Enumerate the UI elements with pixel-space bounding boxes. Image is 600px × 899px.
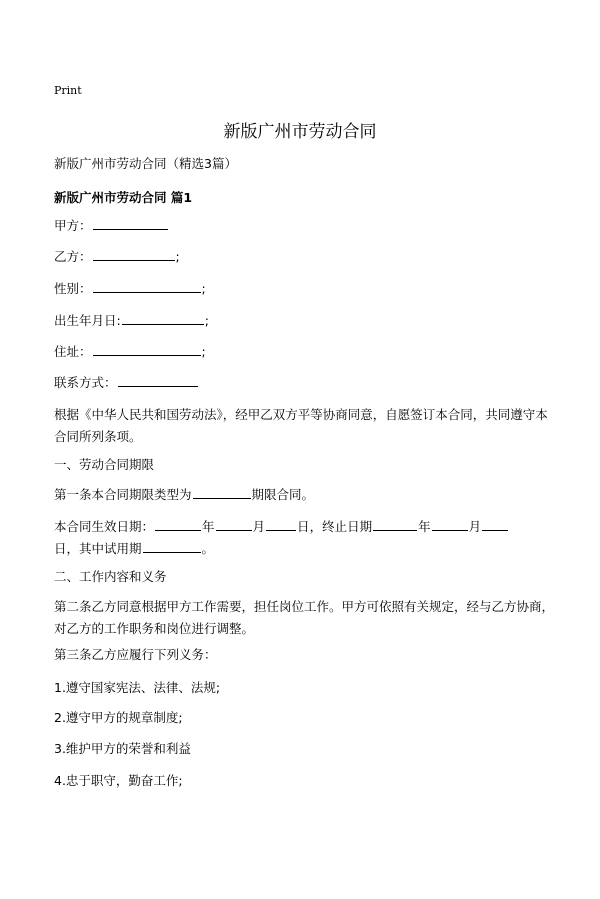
contact-line (54, 372, 554, 394)
duty-1: 1.遵守国家宪法、法律、法规; (54, 680, 221, 695)
article-1-prefix: 第一条本合同期限类型为 (54, 487, 192, 502)
address-line (54, 341, 554, 363)
party-b-line (54, 246, 554, 268)
heading-1: 一、劳动合同期限 (54, 457, 155, 472)
start-day-blank[interactable] (266, 516, 296, 531)
party-b-label: 乙方： (54, 249, 92, 264)
birthdate-label: 出生年月日: (54, 313, 121, 328)
contact-blank[interactable] (118, 372, 198, 387)
end-day-blank[interactable] (482, 516, 508, 531)
day-label: 日 (297, 519, 310, 534)
gender-semicolon: ; (201, 281, 206, 296)
end-year-label: 年 (418, 519, 431, 534)
address-label: 住址： (54, 344, 92, 359)
duty-4: 4.忠于职守，勤奋工作; (54, 773, 183, 788)
section-title: 新版广州市劳动合同 篇1 (54, 190, 193, 205)
birthdate-line (54, 310, 554, 332)
probation-line (54, 538, 554, 560)
month-label: 月 (252, 519, 266, 534)
party-a-label: 甲方： (54, 218, 92, 233)
party-b-semicolon: ; (175, 249, 180, 264)
effective-date-prefix: 本合同生效日期： (54, 519, 155, 534)
end-year-blank[interactable] (373, 516, 417, 531)
birthdate-semicolon: ; (204, 313, 209, 328)
termination-prefix: ，终止日期 (309, 519, 373, 534)
document-title: 新版广州市劳动合同 (223, 122, 377, 142)
address-blank[interactable] (93, 341, 201, 356)
duty-3: 3.维护甲方的荣誉和利益 (54, 741, 191, 756)
article-1-suffix: 期限合同。 (251, 487, 315, 502)
probation-blank[interactable] (143, 538, 201, 553)
article-1-line (54, 484, 554, 506)
effective-date-line (54, 516, 554, 538)
gender-line (54, 278, 554, 300)
contract-type-blank[interactable] (193, 484, 251, 499)
gender-label: 性别： (54, 281, 92, 296)
print-link[interactable]: Print (54, 84, 82, 97)
party-b-blank[interactable] (93, 246, 175, 261)
duty-2: 2.遵守甲方的规章制度; (54, 710, 183, 725)
party-a-blank[interactable] (93, 215, 168, 230)
article-2: 第二条乙方同意根据甲方工作需要，担任岗位工作。甲方可依照有关规定，经与乙方协商，对乙方的工作职务和岗位进行调整。 (54, 599, 555, 636)
probation-suffix: 。 (201, 541, 215, 556)
start-year-blank[interactable] (155, 516, 201, 531)
address-semicolon: ; (201, 344, 206, 359)
contact-label: 联系方式： (54, 375, 117, 390)
birthdate-blank[interactable] (122, 310, 204, 325)
heading-2: 二、工作内容和义务 (54, 569, 167, 584)
start-month-blank[interactable] (216, 516, 252, 531)
party-a-line (54, 215, 554, 237)
document-subtitle: 新版广州市劳动合同（精选3篇） (54, 156, 237, 171)
article-3: 第三条乙方应履行下列义务： (54, 647, 217, 662)
basis-paragraph: 根据《中华人民共和国劳动法》，经甲乙双方平等协商同意，自愿签订本合同，共同遵守本合同所列条项。 (54, 407, 548, 444)
year-label: 年 (202, 519, 215, 534)
end-month-label: 月 (468, 519, 482, 534)
end-month-blank[interactable] (432, 516, 468, 531)
probation-prefix: 日，其中试用期 (54, 541, 142, 556)
gender-blank[interactable] (93, 278, 201, 293)
